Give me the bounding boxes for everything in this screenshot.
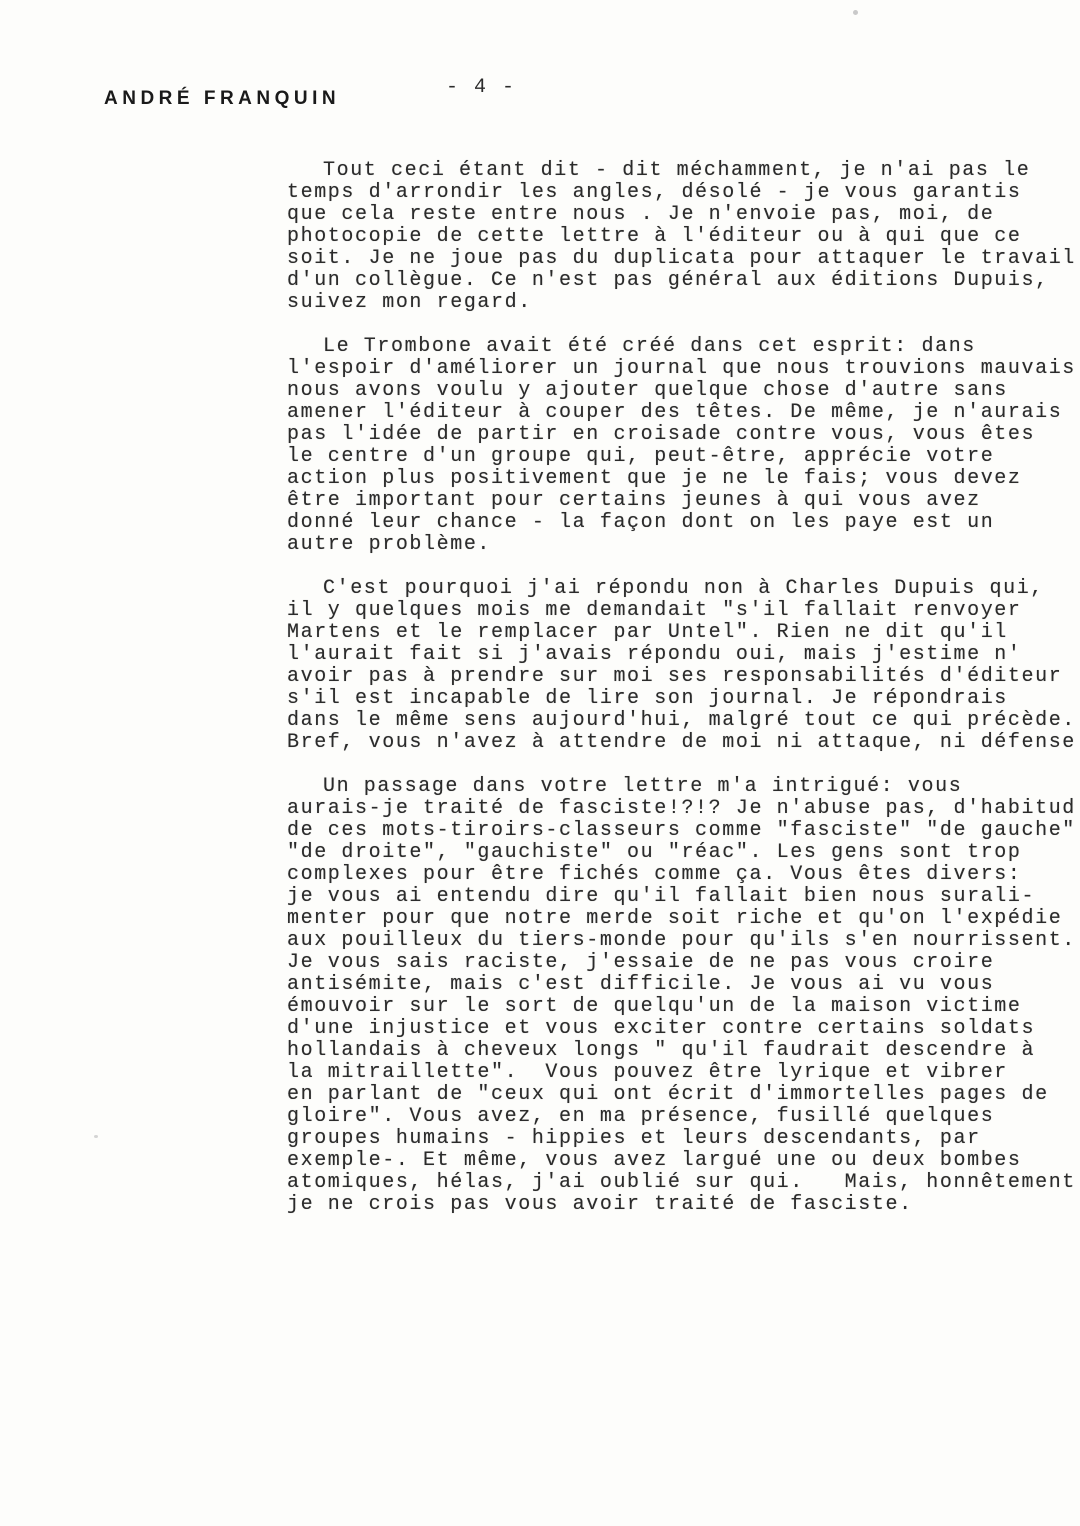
text-line: antisémite, mais c'est difficile. Je vous ai vu vous: [287, 973, 995, 996]
text-line: Bref, vous n'avez à attendre de moi ni attaque, ni défense: [287, 731, 1076, 754]
text-line: action plus positivement que je ne le fais; vous devez: [287, 467, 1022, 490]
text-line: pas l'idée de partir en croisade contre vous, vous êtes: [287, 423, 1036, 446]
text-line: aurais-je traité de fasciste!?!? Je n'abuse pas, d'habitud: [287, 797, 1076, 820]
text-line: aux pouilleux du tiers-monde pour qu'ils s'en nourrissent.: [287, 929, 1076, 952]
text-line: émouvoir sur le sort de quelqu'un de la maison victime: [287, 995, 1022, 1018]
text-line: je ne crois pas vous avoir traité de fasciste.: [287, 1193, 913, 1216]
text-line: je vous ai entendu dire qu'il fallait bien nous surali-: [287, 885, 1036, 908]
text-line: gloire". Vous avez, en ma présence, fusillé quelques: [287, 1105, 995, 1128]
paragraph: [287, 336, 1080, 556]
text-line: donné leur chance - la façon dont on les paye est un: [287, 511, 995, 534]
text-line: suivez mon regard.: [287, 291, 532, 314]
scan-speck: [853, 10, 858, 15]
text-line: en parlant de "ceux qui ont écrit d'immortelles pages de: [287, 1083, 1049, 1106]
letter-body: [287, 160, 1080, 1238]
scan-speck: [94, 1135, 98, 1138]
text-line: Martens et le remplacer par Untel". Rien ne dit qu'il: [287, 621, 1008, 644]
text-line: photocopie de cette lettre à l'éditeur ou à qui que ce: [287, 225, 1022, 248]
text-line: avoir pas à prendre sur moi ses responsabilités d'éditeur: [287, 665, 1063, 688]
text-line: exemple-. Et même, vous avez largué une ou deux bombes: [287, 1149, 1022, 1172]
text-line: autre problème.: [287, 533, 492, 556]
text-line: la mitraillette". Vous pouvez être lyrique et vibrer: [287, 1061, 1008, 1084]
text-line: menter pour que notre merde soit riche et qu'on l'expédie: [287, 907, 1063, 930]
text-line: dans le même sens aujourd'hui, malgré tout ce qui précède.: [287, 709, 1076, 732]
text-line: "de droite", "gauchiste" ou "réac". Les gens sont trop: [287, 841, 1022, 864]
page-number: - 4 -: [446, 76, 517, 99]
letterhead-name: ANDRÉ FRANQUIN: [104, 88, 341, 109]
text-line: hollandais à cheveux longs " qu'il faudrait descendre à: [287, 1039, 1036, 1062]
text-line: l'aurait fait si j'avais répondu oui, mais j'estime n': [287, 643, 1022, 666]
text-line: amener l'éditeur à couper des têtes. De même, je n'aurais: [287, 401, 1063, 424]
text-line: complexes pour être fichés comme ça. Vous êtes divers:: [287, 863, 1022, 886]
text-line: être important pour certains jeunes à qui vous avez: [287, 489, 981, 512]
text-line: le centre d'un groupe qui, peut-être, apprécie votre: [287, 445, 995, 468]
text-line: groupes humains - hippies et leurs descendants, par: [287, 1127, 981, 1150]
text-line: Un passage dans votre lettre m'a intrigué: vous: [323, 775, 963, 798]
text-line: Le Trombone avait été créé dans cet esprit: dans: [323, 335, 976, 358]
text-line: C'est pourquoi j'ai répondu non à Charles Dupuis qui,: [323, 577, 1044, 600]
text-line: d'une injustice et vous exciter contre certains soldats: [287, 1017, 1036, 1040]
text-line: nous avons voulu y ajouter quelque chose d'autre sans: [287, 379, 1008, 402]
text-line: de ces mots-tiroirs-classeurs comme "fasciste" "de gauche": [287, 819, 1076, 842]
text-line: s'il est incapable de lire son journal. Je répondrais: [287, 687, 1008, 710]
text-line: Tout ceci étant dit - dit méchamment, je n'ai pas le: [323, 159, 1031, 182]
text-line: l'espoir d'améliorer un journal que nous trouvions mauvais: [287, 357, 1076, 380]
paragraph: [287, 776, 1080, 1216]
text-line: d'un collègue. Ce n'est pas général aux éditions Dupuis,: [287, 269, 1049, 292]
text-line: temps d'arrondir les angles, désolé - je vous garantis: [287, 181, 1022, 204]
text-line: que cela reste entre nous . Je n'envoie pas, moi, de: [287, 203, 995, 226]
text-line: soit. Je ne joue pas du duplicata pour attaquer le travail: [287, 247, 1076, 270]
paragraph: [287, 578, 1080, 754]
text-line: Je vous sais raciste, j'essaie de ne pas vous croire: [287, 951, 995, 974]
text-line: il y quelques mois me demandait "s'il fallait renvoyer: [287, 599, 1022, 622]
text-line: atomiques, hélas, j'ai oublié sur qui. Mais, honnêtement: [287, 1171, 1076, 1194]
paragraph: [287, 160, 1080, 314]
